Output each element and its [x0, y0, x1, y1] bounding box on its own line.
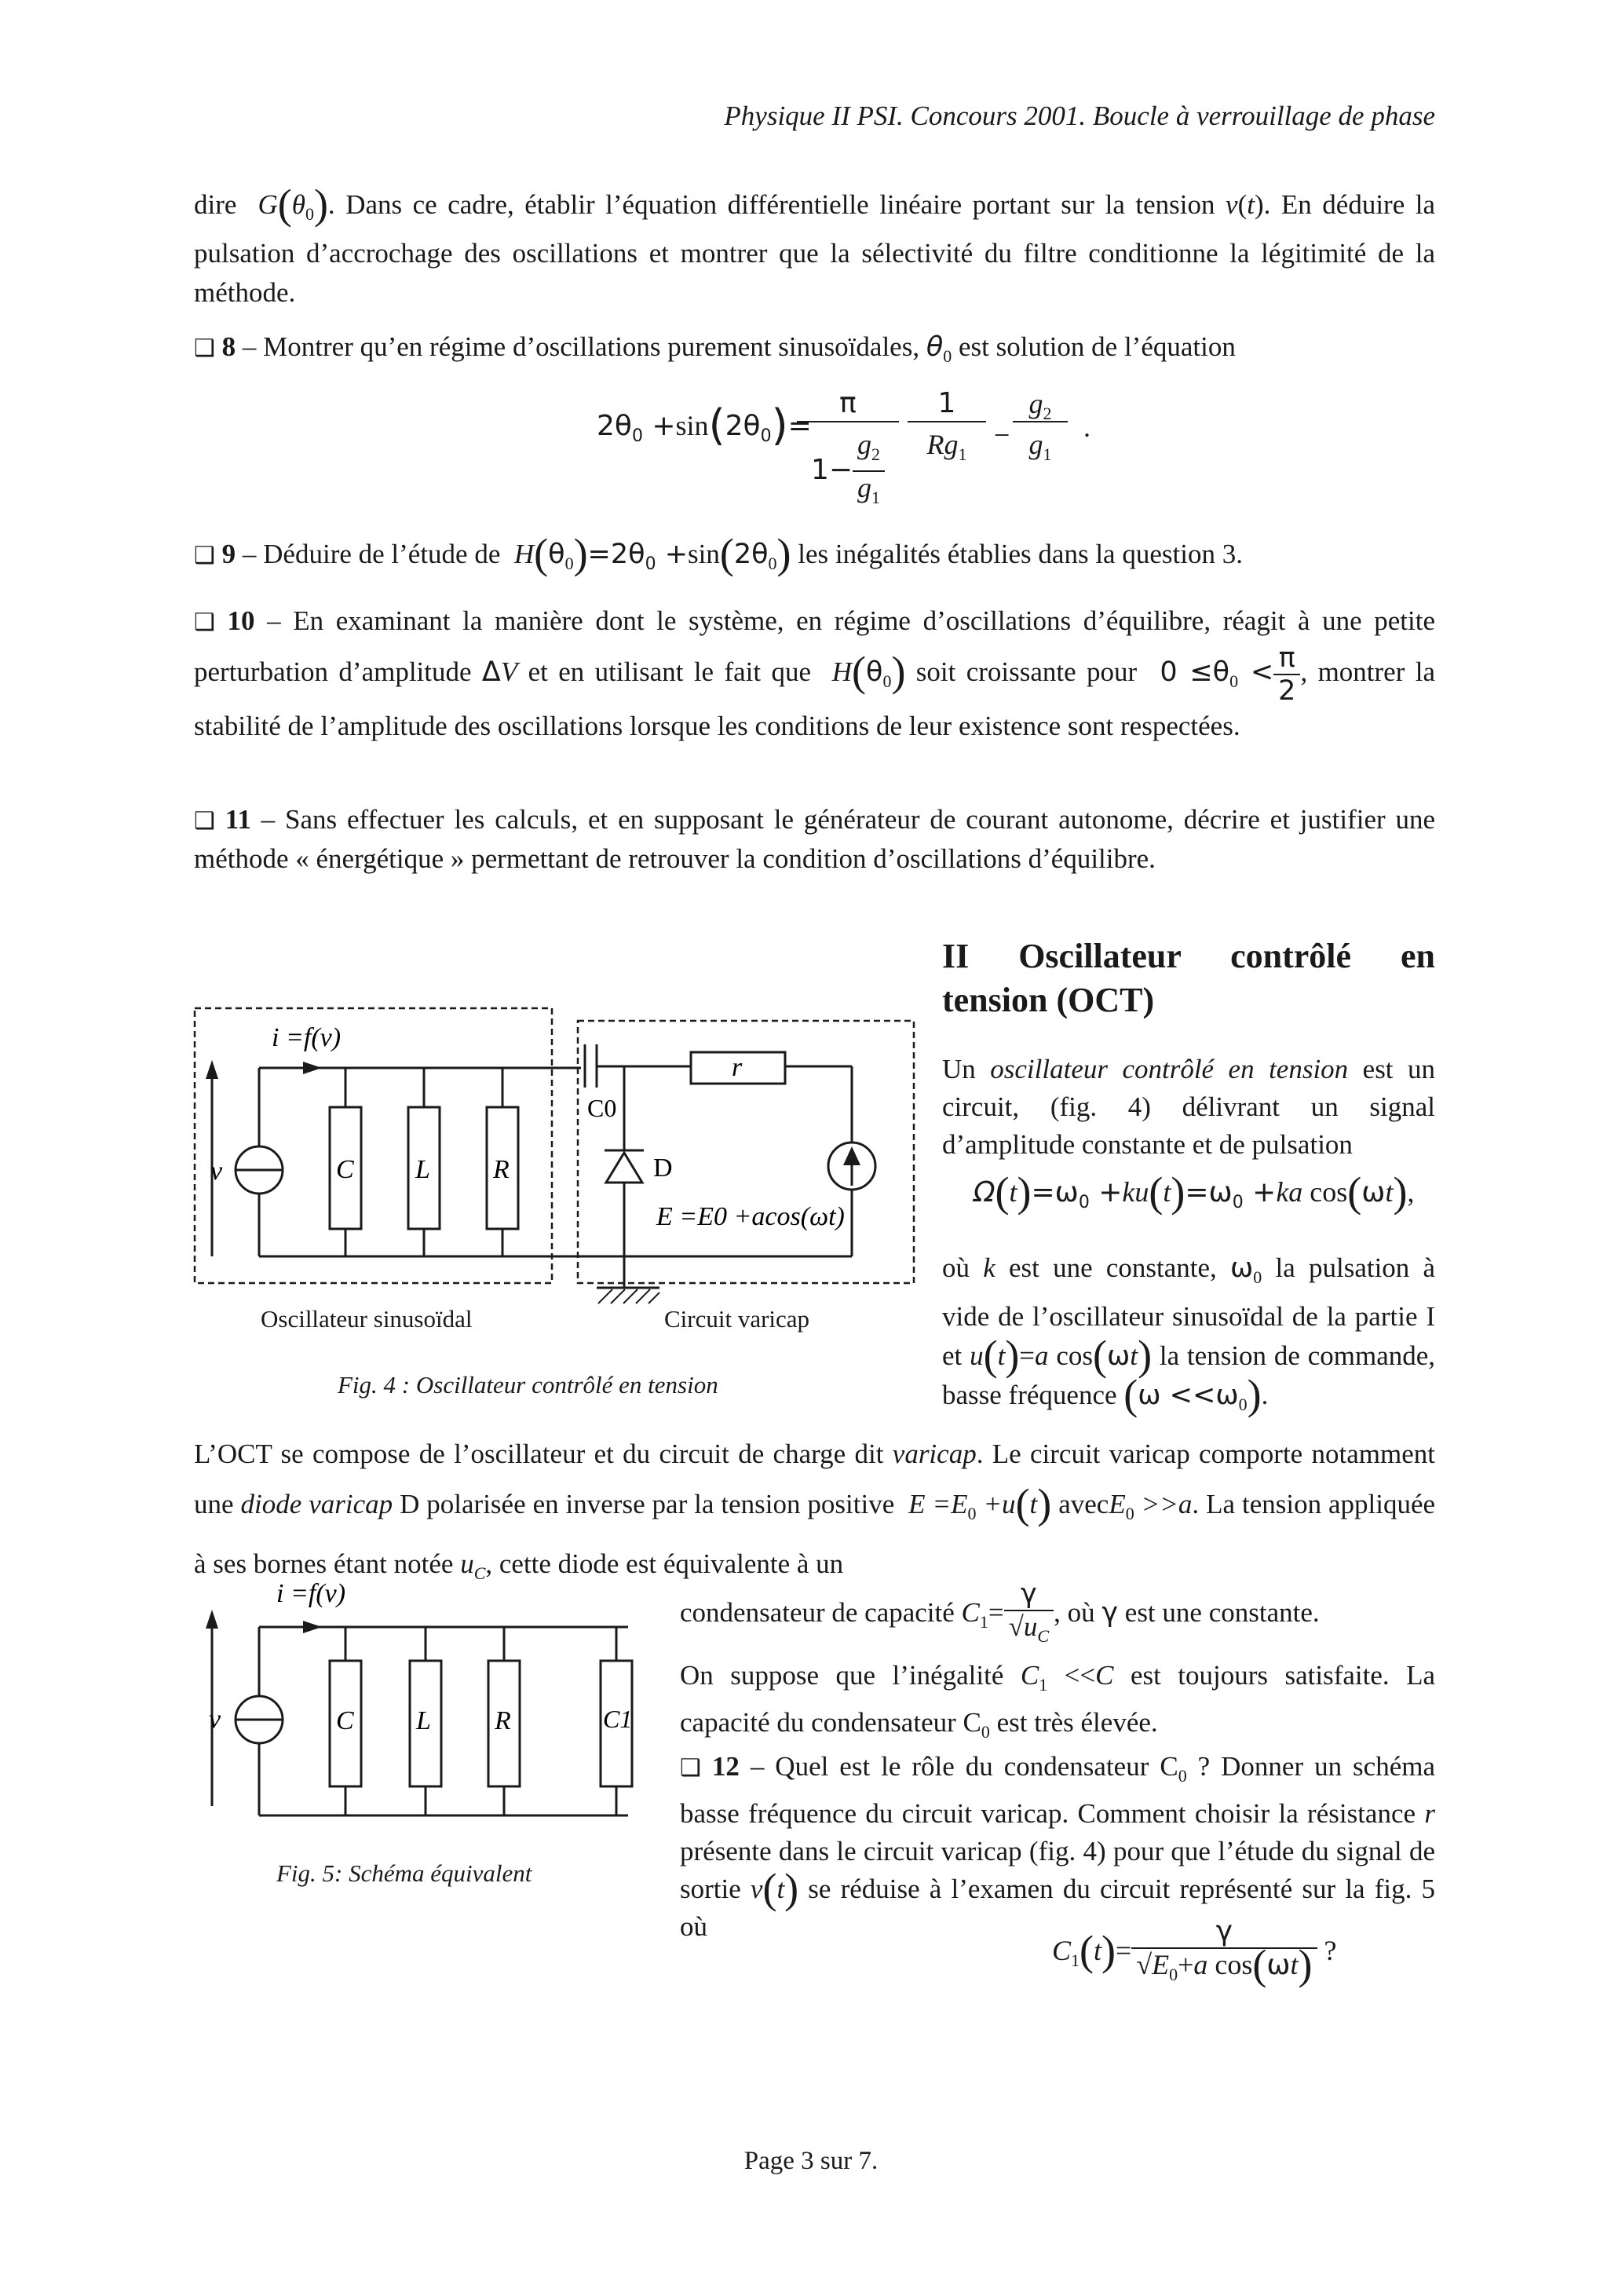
fig5-caption: Fig. 5: Schéma équivalent [276, 1859, 532, 1887]
equation-c1: $C_1(t)=$ $\frac{\gamma}{√E_0+a \cos(\omega t)}$ ? [1052, 1915, 1337, 1988]
fig4-c0-label: C0 [587, 1094, 617, 1122]
fig4-small-r-label: r [732, 1053, 743, 1082]
q7-continuation: dire $G(\theta_0)$. Dans ce cadre, établir l’équation différentielle linéaire portant sur la tension v(t). En déduire la pulsation d’accrochage des oscillations et montrer que la sélectivité du filtre conditionne la légitimité de la méthode. [194, 181, 1436, 308]
question-8: ❑ 8 – Montrer qu’en régime d’oscillations purement sinusoïdales, $\theta_0$ est solution de l’équation [194, 331, 1236, 366]
fig5-c-label: C [336, 1706, 354, 1735]
question-10: ❑ 10 – En examinant la manière dont le système, en régime d’oscillations d’équilibre, réagit à une petite perturbation d’amplitude ΔV et en utilisant le fait que $H(\theta_0)$ soit croissante pour $0 \le\theta_0$ < $\frac{\pi}{2}$ , montrer la stabilité de l’amplitude des oscillations lorsque les conditions de leur existence sont respectées. [194, 605, 1436, 741]
fig4-e-label: E =E0 +acos(ωt) [656, 1202, 845, 1231]
fig4-caption: Fig. 4 : Oscillateur contrôlé en tension [338, 1371, 718, 1398]
fig5-v-label: v [209, 1705, 221, 1734]
fig4-label-oscillator: Oscillateur sinusoïdal [261, 1305, 473, 1333]
page-footer: Page 3 sur 7. [743, 2147, 879, 2175]
figure-5-equivalent-circuit [188, 1570, 659, 1837]
running-header: Physique II PSI. Concours 2001. Boucle à verrouillage de phase [724, 101, 1435, 131]
oct-where: où k est une constante, $\omega_0$ la pulsation à vide de l’oscillateur sinusoïdal de la partie I et u(t)=a cos(ωt) la tension de commande, basse fréquence $(\omega <<\omega_0)$. [942, 1252, 1436, 1418]
oct-intro: Un oscillateur contrôlé en tension est un circuit, (fig. 4) délivrant un signal d’amplitude constante et de pulsation [942, 1054, 1436, 1160]
question-11: ❑ 11 – Sans effectuer les calculs, et en supposant le générateur de courant autonome, décrire et justifier une méthode « énergétique » permettant de retrouver la condition d’oscillations d’équilibre. [194, 804, 1436, 874]
fig4-d-label: D [653, 1153, 673, 1183]
figure-4-oct-circuit [188, 997, 919, 1343]
fig5-current-label: i =f(v) [276, 1579, 346, 1608]
oscillator-box [195, 1008, 552, 1283]
varicap-box [578, 1021, 914, 1283]
fig4-current-label: i =f(v) [272, 1023, 342, 1052]
fig4-label-varicap: Circuit varicap [664, 1305, 810, 1333]
fig4-r-label: R [493, 1155, 510, 1184]
fig4-v-label: v [210, 1157, 223, 1186]
fig5-l-label: L [416, 1706, 431, 1735]
fig5-r-label: R [495, 1706, 511, 1735]
inequality-paragraph: On suppose que l’inégalité $C_1 <<C$ est toujours satisfaite. La capacité du condensateur $C_0$ est très élevée. [680, 1660, 1436, 1742]
section-title: II Oscillateur contrôlé en tension (OCT) [942, 937, 1435, 1019]
question-12: ❑ 12 – Quel est le rôle du condensateur $C_0$ ? Donner un schéma basse fréquence du circuit varicap. Comment choisir la résistance r présente dans le circuit varicap (fig. 4) pour que l’étude du signal de sortie v(t) se réduise à l’examen du circuit représenté sur la fig. 5 où [680, 1751, 1436, 1942]
fig5-c1-label: C1 [603, 1705, 633, 1733]
capacitance-paragraph: condensateur de capacité $C_1=$ $\frac{\gamma}{√u_C}$ , où γ est une constante. [680, 1578, 1320, 1646]
fig4-c-label: C [336, 1155, 354, 1184]
question-9: ❑ 9 – Déduire de l’étude de $H(\theta_0)=2\theta_0 +\sin(2\theta_0)$ les inégalités établies dans la question 3. [194, 530, 1243, 577]
equation-omega: $\Omega(t)=\omega_0 +ku(t)=\omega_0 +ka$ cos(ωt), [974, 1168, 1415, 1216]
equation-q8: $2\theta_0 +\sin(2\theta_0)=$ π 1− $\frac{g_2}{g_1}$ 1 $Rg_1$ − $g_2$ $g_1$ . [597, 385, 1146, 510]
fig4-l-label: L [415, 1155, 430, 1184]
varicap-paragraph: L’OCT se compose de l’oscillateur et du circuit de charge dit varicap. Le circuit varicap comporte notamment une diode varicap D polarisée en inverse par la tension positive $E =E_0 +u(t)$ avecE$_0$ >>a. La tension appliquée à ses bornes étant notée $u_C$, cette diode est équivalente à un [194, 1439, 1436, 1583]
